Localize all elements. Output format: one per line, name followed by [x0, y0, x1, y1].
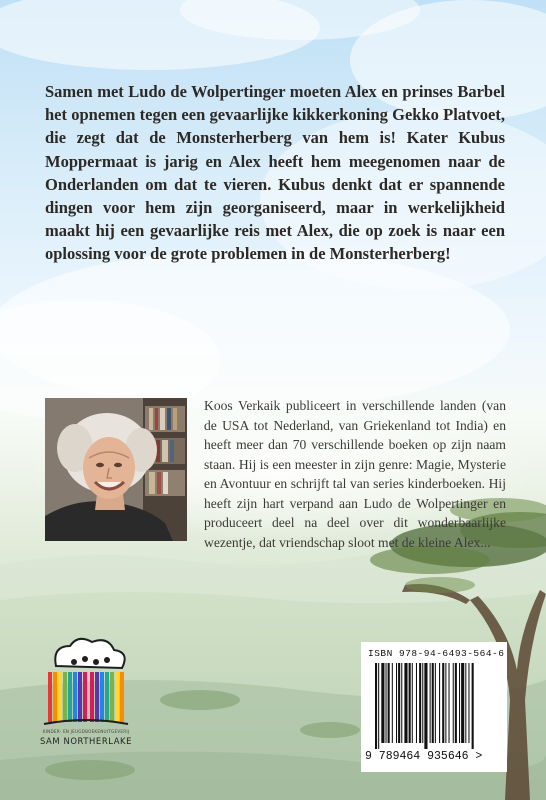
- barcode-bar: [455, 663, 457, 743]
- barcode-bar: [378, 663, 379, 749]
- barcode-bar: [422, 663, 423, 743]
- barcode-bar: [419, 663, 421, 743]
- barcode-bar: [435, 663, 436, 743]
- barcode-bar: [396, 663, 397, 743]
- barcode-bar: [381, 663, 384, 743]
- barcode-bar: [388, 663, 390, 743]
- barcode-bar: [424, 663, 427, 749]
- barcode-bars: [375, 663, 493, 749]
- barcode-bar: [439, 663, 440, 743]
- barcode-bar: [468, 663, 469, 743]
- barcode-bar: [449, 663, 450, 743]
- barcode-bar: [472, 663, 474, 749]
- barcode-bar: [375, 663, 377, 749]
- publisher-logo: [30, 632, 142, 752]
- barcode-bar: [416, 663, 417, 743]
- barcode-bar: [401, 663, 402, 743]
- barcode-bar: [386, 663, 387, 743]
- book-blurb: Samen met Ludo de Wolpertinger moeten Alex en prinses Barbel het opnemen tegen een gevaarlijke kikkerkoning Gekko Platvoet, die zegt dat de Monsterherberg van hem is! Kater Kubus Moppermaat is jarig en Alex heeft hem meegenomen naar de Onderlanden om dat te vieren. Kubus denkt dat er spannende dingen voor hem zijn georganiseerd, maar in werkelijkheid maakt hij een gevaarlijke reis met Alex, die op zoek is naar een oplossing voor de grote problemen in de Monsterherberg!: [45, 82, 505, 264]
- barcode-bar: [432, 663, 434, 743]
- barcode-bar: [392, 663, 393, 743]
- publisher-name: SAM NORTHERLAKE: [39, 736, 133, 746]
- barcode-bar: [465, 663, 466, 743]
- barcode-bar: [442, 663, 444, 743]
- barcode-bar: [459, 663, 460, 743]
- barcode-bar: [445, 663, 446, 743]
- barcode-bar: [412, 663, 413, 743]
- barcode-bar: [409, 663, 411, 743]
- barcode-bar: [461, 663, 464, 743]
- author-photo: [45, 398, 187, 541]
- publisher-tagline: KINDER- EN JEUGDBOEKENUITGEVERIJ: [42, 729, 130, 734]
- author-bio: Koos Verkaik publiceert in verschillende landen (van de USA tot Nederland, van Griekenland tot India) en heeft meer dan 70 verschillende boeken op zijn naam staan. Hij is een meester in zijn genre: Magie, Mysterie en Avontuur en schrijft tal van series kinderboeken. Hij heeft zijn hart verpand aan Ludo de Wolpertinger en produceert deel na deel over dit wonderbaarlijke wezentje, dat vriendschap sloot met de kleine Alex...: [204, 398, 506, 550]
- barcode-digits: 9 789464 935646 >: [365, 750, 483, 763]
- barcode-bar: [430, 663, 431, 743]
- barcode-bar: [398, 663, 400, 743]
- barcode-bar: [453, 663, 454, 743]
- isbn-barcode: [361, 642, 507, 772]
- isbn-label: ISBN 978-94-6493-564-6: [368, 648, 505, 659]
- barcode-bar: [404, 663, 407, 743]
